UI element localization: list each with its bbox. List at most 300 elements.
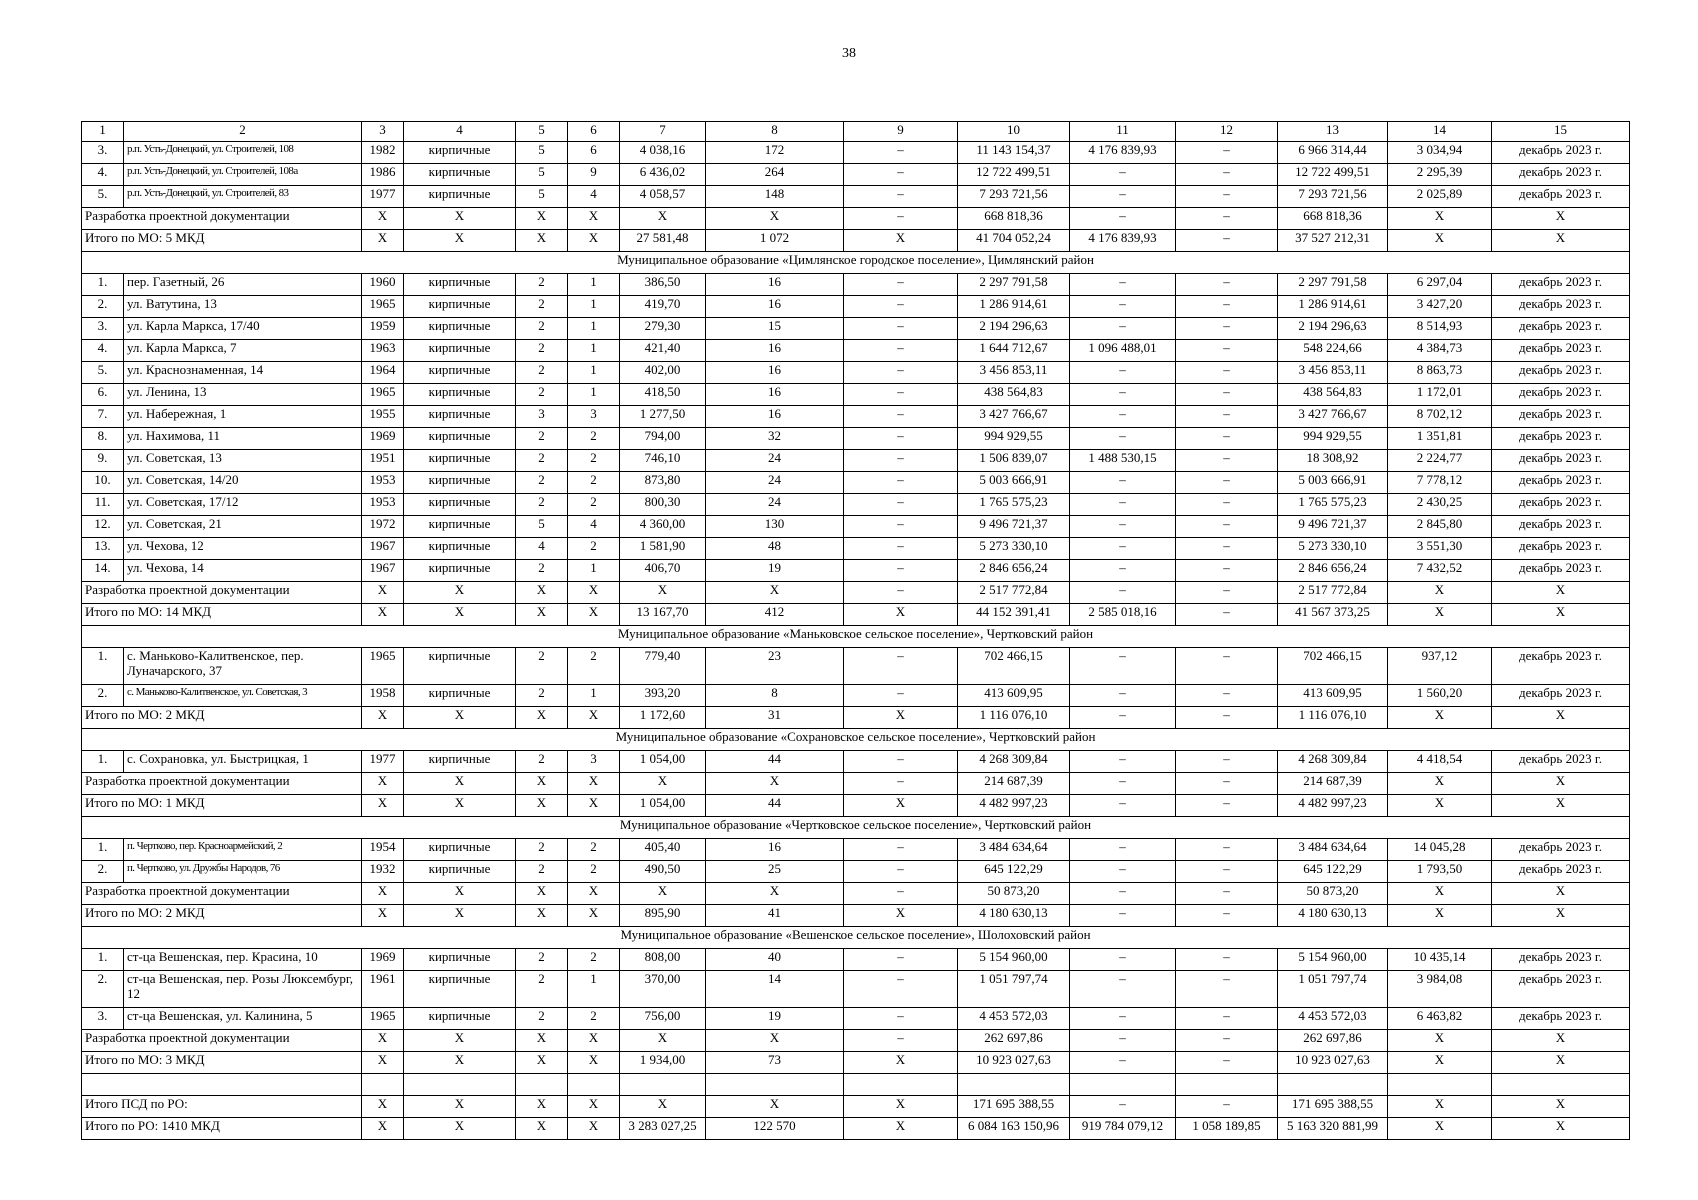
table-cell: 130 bbox=[706, 516, 844, 538]
table-cell: кирпичные bbox=[404, 839, 516, 861]
table-cell: X bbox=[404, 883, 516, 905]
table-cell: 14 045,28 bbox=[1388, 839, 1492, 861]
table-cell: X bbox=[404, 230, 516, 252]
address-cell: ул. Ватутина, 13 bbox=[124, 296, 362, 318]
table-cell: 2 bbox=[568, 949, 620, 971]
table-cell: 393,20 bbox=[620, 685, 706, 707]
table-row bbox=[82, 971, 1630, 1008]
table-cell: 3 bbox=[516, 406, 568, 428]
blank-cell bbox=[1176, 1074, 1278, 1096]
table-cell: декабрь 2023 г. bbox=[1492, 861, 1630, 883]
table-cell: – bbox=[844, 883, 958, 905]
table-cell: – bbox=[844, 861, 958, 883]
table-cell: 668 818,36 bbox=[958, 208, 1070, 230]
table-cell: декабрь 2023 г. bbox=[1492, 685, 1630, 707]
table-cell: 1982 bbox=[362, 142, 404, 164]
address-cell: с. Сохрановка, ул. Быстрицкая, 1 bbox=[124, 751, 362, 773]
table-cell: 2 295,39 bbox=[1388, 164, 1492, 186]
table-row bbox=[82, 406, 1630, 428]
table-cell: 919 784 079,12 bbox=[1070, 1118, 1176, 1140]
blank-cell bbox=[1070, 1074, 1176, 1096]
table-cell: – bbox=[1176, 428, 1278, 450]
table-cell: 3 bbox=[568, 406, 620, 428]
table-cell: 2. bbox=[82, 861, 124, 883]
table-cell: 1 bbox=[568, 296, 620, 318]
table-cell: 10 923 027,63 bbox=[958, 1052, 1070, 1074]
table-cell: 41 bbox=[706, 905, 844, 927]
table-cell: – bbox=[1070, 472, 1176, 494]
blank-cell bbox=[82, 1074, 362, 1096]
table-cell: 264 bbox=[706, 164, 844, 186]
table-cell: 262 697,86 bbox=[1278, 1030, 1388, 1052]
table-cell: 6 084 163 150,96 bbox=[958, 1118, 1070, 1140]
table-cell: декабрь 2023 г. bbox=[1492, 949, 1630, 971]
table-cell: 2 bbox=[516, 685, 568, 707]
table-cell: – bbox=[1176, 1096, 1278, 1118]
table-cell: 1 934,00 bbox=[620, 1052, 706, 1074]
table-cell: 1969 bbox=[362, 949, 404, 971]
table-cell: – bbox=[1070, 648, 1176, 685]
table-cell: 1986 bbox=[362, 164, 404, 186]
table-cell: 4 453 572,03 bbox=[1278, 1008, 1388, 1030]
column-number: 2 bbox=[124, 122, 362, 142]
table-cell: 50 873,20 bbox=[958, 883, 1070, 905]
section-row bbox=[82, 252, 1630, 274]
table-cell: декабрь 2023 г. bbox=[1492, 472, 1630, 494]
address-cell: п. Чертково, пер. Красноармейский, 2 bbox=[124, 839, 362, 861]
table-cell: 2 846 656,24 bbox=[1278, 560, 1388, 582]
table-cell: 8 702,12 bbox=[1388, 406, 1492, 428]
table-row bbox=[82, 648, 1630, 685]
table-cell: 2 025,89 bbox=[1388, 186, 1492, 208]
table-row bbox=[82, 318, 1630, 340]
table-cell: – bbox=[1070, 384, 1176, 406]
address-cell: ул. Карла Маркса, 7 bbox=[124, 340, 362, 362]
summary-row bbox=[82, 707, 1630, 729]
table-cell: – bbox=[1176, 516, 1278, 538]
summary-label: Итого по МО: 1 МКД bbox=[82, 795, 362, 817]
housing-repair-table bbox=[81, 121, 1630, 1140]
table-cell: X bbox=[404, 208, 516, 230]
table-cell: 2 bbox=[516, 971, 568, 1008]
table-cell: X bbox=[362, 883, 404, 905]
table-cell: 4 bbox=[516, 538, 568, 560]
table-cell: – bbox=[844, 142, 958, 164]
table-cell: X bbox=[516, 582, 568, 604]
table-cell: 2. bbox=[82, 685, 124, 707]
address-cell: ул. Краснознаменная, 14 bbox=[124, 362, 362, 384]
table-cell: X bbox=[1492, 582, 1630, 604]
table-cell: – bbox=[1070, 1008, 1176, 1030]
table-cell: X bbox=[568, 230, 620, 252]
table-cell: декабрь 2023 г. bbox=[1492, 1008, 1630, 1030]
table-cell: 13. bbox=[82, 538, 124, 560]
table-cell: 4 bbox=[568, 186, 620, 208]
address-cell: ул. Карла Маркса, 17/40 bbox=[124, 318, 362, 340]
table-cell: – bbox=[1070, 494, 1176, 516]
table-cell: 1 793,50 bbox=[1388, 861, 1492, 883]
table-cell: – bbox=[1176, 230, 1278, 252]
table-cell: 5 bbox=[516, 516, 568, 538]
table-cell: X bbox=[404, 1118, 516, 1140]
section-title: Муниципальное образование «Чертковское сельское поселение», Чертковский район bbox=[82, 817, 1630, 839]
table-cell: X bbox=[1492, 1096, 1630, 1118]
table-cell: 2 bbox=[516, 560, 568, 582]
table-cell: X bbox=[1388, 604, 1492, 626]
blank-cell bbox=[844, 1074, 958, 1096]
blank-cell bbox=[620, 1074, 706, 1096]
table-cell: 214 687,39 bbox=[958, 773, 1070, 795]
table-cell: 2 bbox=[516, 428, 568, 450]
table-cell: 4 418,54 bbox=[1388, 751, 1492, 773]
table-cell: – bbox=[1176, 751, 1278, 773]
table-cell: 2 bbox=[516, 1008, 568, 1030]
table-cell: декабрь 2023 г. bbox=[1492, 516, 1630, 538]
table-cell: 1 644 712,67 bbox=[958, 340, 1070, 362]
table-cell: 1 286 914,61 bbox=[958, 296, 1070, 318]
table-cell: 1 351,81 bbox=[1388, 428, 1492, 450]
table-cell: 1977 bbox=[362, 751, 404, 773]
table-cell: 2 194 296,63 bbox=[958, 318, 1070, 340]
table-cell: X bbox=[568, 1096, 620, 1118]
table-cell: 3 984,08 bbox=[1388, 971, 1492, 1008]
table-cell: 10 435,14 bbox=[1388, 949, 1492, 971]
table-cell: X bbox=[1388, 883, 1492, 905]
table-cell: 808,00 bbox=[620, 949, 706, 971]
table-cell: 1 277,50 bbox=[620, 406, 706, 428]
address-cell: ст-ца Вешенская, пер. Розы Люксембург, 12 bbox=[124, 971, 362, 1008]
table-cell: X bbox=[844, 1096, 958, 1118]
table-cell: 3 456 853,11 bbox=[1278, 362, 1388, 384]
section-row bbox=[82, 927, 1630, 949]
table-cell: 10 923 027,63 bbox=[1278, 1052, 1388, 1074]
table-cell: кирпичные bbox=[404, 450, 516, 472]
table-cell: X bbox=[516, 795, 568, 817]
table-cell: 3 283 027,25 bbox=[620, 1118, 706, 1140]
table-cell: 2 bbox=[568, 861, 620, 883]
table-cell: – bbox=[1176, 494, 1278, 516]
table-cell: – bbox=[1176, 1008, 1278, 1030]
table-cell: 438 564,83 bbox=[958, 384, 1070, 406]
table-cell: 12 722 499,51 bbox=[1278, 164, 1388, 186]
table-cell: 32 bbox=[706, 428, 844, 450]
summary-label: Итого по МО: 2 МКД bbox=[82, 707, 362, 729]
table-cell: декабрь 2023 г. bbox=[1492, 384, 1630, 406]
column-number: 7 bbox=[620, 122, 706, 142]
table-cell: – bbox=[1176, 648, 1278, 685]
blank-cell bbox=[1388, 1074, 1492, 1096]
table-cell: 1932 bbox=[362, 861, 404, 883]
table-cell: кирпичные bbox=[404, 648, 516, 685]
table-cell: 1965 bbox=[362, 648, 404, 685]
table-cell: 5. bbox=[82, 186, 124, 208]
table-cell: 1 116 076,10 bbox=[1278, 707, 1388, 729]
table-cell: – bbox=[1070, 296, 1176, 318]
table-cell: кирпичные bbox=[404, 318, 516, 340]
table-cell: 3. bbox=[82, 318, 124, 340]
table-cell: кирпичные bbox=[404, 949, 516, 971]
table-cell: 2. bbox=[82, 971, 124, 1008]
table-cell: 1. bbox=[82, 839, 124, 861]
table-cell: – bbox=[1070, 186, 1176, 208]
table-cell: X bbox=[706, 208, 844, 230]
table-cell: – bbox=[1176, 582, 1278, 604]
table-cell: 3 427 766,67 bbox=[958, 406, 1070, 428]
table-cell: 6 297,04 bbox=[1388, 274, 1492, 296]
table-cell: X bbox=[844, 1052, 958, 1074]
table-cell: X bbox=[844, 1118, 958, 1140]
table-cell: – bbox=[1176, 861, 1278, 883]
table-cell: 937,12 bbox=[1388, 648, 1492, 685]
table-cell: 702 466,15 bbox=[1278, 648, 1388, 685]
table-cell: X bbox=[362, 208, 404, 230]
table-cell: декабрь 2023 г. bbox=[1492, 186, 1630, 208]
table-cell: 2 bbox=[516, 648, 568, 685]
column-number: 3 bbox=[362, 122, 404, 142]
table-cell: X bbox=[516, 883, 568, 905]
blank-cell bbox=[706, 1074, 844, 1096]
table-cell: – bbox=[1176, 707, 1278, 729]
table-cell: X bbox=[620, 208, 706, 230]
summary-label: Итого ПСД по РО: bbox=[82, 1096, 362, 1118]
table-cell: 2 bbox=[516, 751, 568, 773]
address-cell: ул. Советская, 21 bbox=[124, 516, 362, 538]
table-cell: X bbox=[1388, 1052, 1492, 1074]
table-cell: 2 430,25 bbox=[1388, 494, 1492, 516]
table-cell: кирпичные bbox=[404, 538, 516, 560]
table-cell: 16 bbox=[706, 362, 844, 384]
address-cell: пер. Газетный, 26 bbox=[124, 274, 362, 296]
table-cell: 4 180 630,13 bbox=[958, 905, 1070, 927]
table-cell: – bbox=[1070, 707, 1176, 729]
table-cell: – bbox=[1070, 516, 1176, 538]
table-cell: – bbox=[1070, 685, 1176, 707]
table-cell: 6 bbox=[568, 142, 620, 164]
summary-label: Итого по МО: 2 МКД bbox=[82, 905, 362, 927]
table-cell: X bbox=[516, 905, 568, 927]
table-cell: 5 154 960,00 bbox=[1278, 949, 1388, 971]
table-cell: 3 427 766,67 bbox=[1278, 406, 1388, 428]
table-cell: – bbox=[1070, 751, 1176, 773]
table-cell: – bbox=[844, 186, 958, 208]
blank-row bbox=[82, 1074, 1630, 1096]
table-row bbox=[82, 861, 1630, 883]
table-row bbox=[82, 384, 1630, 406]
table-cell: 1955 bbox=[362, 406, 404, 428]
table-cell: – bbox=[1176, 318, 1278, 340]
table-cell: X bbox=[516, 707, 568, 729]
column-number: 13 bbox=[1278, 122, 1388, 142]
table-cell: – bbox=[844, 648, 958, 685]
table-cell: 19 bbox=[706, 560, 844, 582]
table-cell: 4 482 997,23 bbox=[1278, 795, 1388, 817]
table-cell: декабрь 2023 г. bbox=[1492, 971, 1630, 1008]
table-cell: 2 194 296,63 bbox=[1278, 318, 1388, 340]
table-cell: 11. bbox=[82, 494, 124, 516]
table-cell: 5. bbox=[82, 362, 124, 384]
address-cell: с. Маньково-Калитвенское, пер. Луначарского, 37 bbox=[124, 648, 362, 685]
table-cell: 2 bbox=[516, 318, 568, 340]
table-cell: 1954 bbox=[362, 839, 404, 861]
table-cell: 490,50 bbox=[620, 861, 706, 883]
table-cell: 756,00 bbox=[620, 1008, 706, 1030]
table-cell: 2 846 656,24 bbox=[958, 560, 1070, 582]
table-cell: 18 308,92 bbox=[1278, 450, 1388, 472]
table-cell: кирпичные bbox=[404, 1008, 516, 1030]
table-cell: X bbox=[404, 773, 516, 795]
section-title: Муниципальное образование «Сохрановское сельское поселение», Чертковский район bbox=[82, 729, 1630, 751]
table-cell: 2 bbox=[516, 472, 568, 494]
summary-label: Разработка проектной документации bbox=[82, 1030, 362, 1052]
table-cell: 1 172,60 bbox=[620, 707, 706, 729]
table-cell: 4 180 630,13 bbox=[1278, 905, 1388, 927]
table-cell: 1977 bbox=[362, 186, 404, 208]
table-cell: 27 581,48 bbox=[620, 230, 706, 252]
table-cell: X bbox=[1388, 230, 1492, 252]
table-cell: – bbox=[844, 450, 958, 472]
table-cell: 15 bbox=[706, 318, 844, 340]
table-cell: 9 bbox=[568, 164, 620, 186]
table-cell: X bbox=[1388, 795, 1492, 817]
table-row bbox=[82, 538, 1630, 560]
table-cell: – bbox=[1176, 1030, 1278, 1052]
table-cell: X bbox=[568, 582, 620, 604]
table-cell: – bbox=[1176, 1052, 1278, 1074]
table-cell: 2 bbox=[568, 648, 620, 685]
table-cell: X bbox=[568, 1052, 620, 1074]
table-cell: 5 bbox=[516, 164, 568, 186]
address-cell: ст-ца Вешенская, пер. Красина, 10 bbox=[124, 949, 362, 971]
address-cell: ул. Чехова, 12 bbox=[124, 538, 362, 560]
table-cell: кирпичные bbox=[404, 861, 516, 883]
table-cell: 8 863,73 bbox=[1388, 362, 1492, 384]
table-cell: кирпичные bbox=[404, 971, 516, 1008]
table-cell: X bbox=[620, 773, 706, 795]
table-cell: 3 456 853,11 bbox=[958, 362, 1070, 384]
summary-row bbox=[82, 1030, 1630, 1052]
table-cell: X bbox=[1492, 773, 1630, 795]
table-cell: декабрь 2023 г. bbox=[1492, 362, 1630, 384]
table-cell: – bbox=[844, 296, 958, 318]
table-cell: декабрь 2023 г. bbox=[1492, 142, 1630, 164]
table-cell: – bbox=[844, 362, 958, 384]
table-cell: – bbox=[1176, 274, 1278, 296]
blank-cell bbox=[1492, 1074, 1630, 1096]
table-cell: X bbox=[404, 1030, 516, 1052]
table-cell: 6 966 314,44 bbox=[1278, 142, 1388, 164]
table-cell: X bbox=[568, 883, 620, 905]
table-row bbox=[82, 839, 1630, 861]
table-cell: X bbox=[1492, 883, 1630, 905]
table-cell: 1 054,00 bbox=[620, 751, 706, 773]
table-cell: 2 bbox=[516, 949, 568, 971]
section-title: Муниципальное образование «Маньковское сельское поселение», Чертковский район bbox=[82, 626, 1630, 648]
table-cell: кирпичные bbox=[404, 560, 516, 582]
table-cell: X bbox=[568, 208, 620, 230]
table-cell: 4 453 572,03 bbox=[958, 1008, 1070, 1030]
table-cell: X bbox=[620, 883, 706, 905]
table-cell: декабрь 2023 г. bbox=[1492, 560, 1630, 582]
address-cell: ул. Советская, 13 bbox=[124, 450, 362, 472]
table-cell: 645 122,29 bbox=[958, 861, 1070, 883]
table-cell: 2 bbox=[516, 362, 568, 384]
table-cell: 44 bbox=[706, 795, 844, 817]
table-cell: – bbox=[1070, 428, 1176, 450]
summary-row bbox=[82, 1096, 1630, 1118]
table-cell: – bbox=[844, 751, 958, 773]
table-cell: 4 268 309,84 bbox=[958, 751, 1070, 773]
table-cell: декабрь 2023 г. bbox=[1492, 450, 1630, 472]
table-row bbox=[82, 472, 1630, 494]
table-cell: 2 517 772,84 bbox=[958, 582, 1070, 604]
table-cell: X bbox=[706, 883, 844, 905]
table-cell: 1965 bbox=[362, 1008, 404, 1030]
table-cell: 8. bbox=[82, 428, 124, 450]
table-cell: 1953 bbox=[362, 472, 404, 494]
table-cell: 12 722 499,51 bbox=[958, 164, 1070, 186]
table-cell: 1 bbox=[568, 685, 620, 707]
table-cell: 1967 bbox=[362, 560, 404, 582]
table-cell: 214 687,39 bbox=[1278, 773, 1388, 795]
table-cell: 7 293 721,56 bbox=[1278, 186, 1388, 208]
table-cell: 8 514,93 bbox=[1388, 318, 1492, 340]
table-cell: X bbox=[620, 1096, 706, 1118]
address-cell: с. Маньково-Калитвенское, ул. Советская, 3 bbox=[124, 685, 362, 707]
table-cell: 1 bbox=[568, 274, 620, 296]
table-cell: 171 695 388,55 bbox=[1278, 1096, 1388, 1118]
table-cell: 48 bbox=[706, 538, 844, 560]
table-cell: 8 bbox=[706, 685, 844, 707]
table-cell: – bbox=[844, 949, 958, 971]
table-cell: 7 293 721,56 bbox=[958, 186, 1070, 208]
table-cell: – bbox=[844, 406, 958, 428]
summary-row bbox=[82, 1052, 1630, 1074]
table-cell: 2 bbox=[568, 428, 620, 450]
summary-label: Итого по МО: 14 МКД bbox=[82, 604, 362, 626]
table-cell: 172 bbox=[706, 142, 844, 164]
table-cell: 4 058,57 bbox=[620, 186, 706, 208]
table-cell: X bbox=[362, 795, 404, 817]
table-cell: 50 873,20 bbox=[1278, 883, 1388, 905]
table-cell: декабрь 2023 г. bbox=[1492, 839, 1630, 861]
table-cell: 40 bbox=[706, 949, 844, 971]
table-cell: 1959 bbox=[362, 318, 404, 340]
table-cell: 14. bbox=[82, 560, 124, 582]
table-cell: 418,50 bbox=[620, 384, 706, 406]
table-cell: 12. bbox=[82, 516, 124, 538]
address-cell: р.п. Усть-Донецкий, ул. Строителей, 108а bbox=[124, 164, 362, 186]
table-cell: 421,40 bbox=[620, 340, 706, 362]
table-cell: 405,40 bbox=[620, 839, 706, 861]
address-cell: ул. Советская, 14/20 bbox=[124, 472, 362, 494]
table-cell: 779,40 bbox=[620, 648, 706, 685]
table-cell: 6. bbox=[82, 384, 124, 406]
table-cell: 1 051 797,74 bbox=[958, 971, 1070, 1008]
table-cell: X bbox=[706, 1030, 844, 1052]
table-cell: 16 bbox=[706, 406, 844, 428]
table-cell: 746,10 bbox=[620, 450, 706, 472]
column-number: 14 bbox=[1388, 122, 1492, 142]
table-cell: 122 570 bbox=[706, 1118, 844, 1140]
section-title: Муниципальное образование «Вешенское сельское поселение», Шолоховский район bbox=[82, 927, 1630, 949]
table-cell: 11 143 154,37 bbox=[958, 142, 1070, 164]
table-cell: 1965 bbox=[362, 384, 404, 406]
summary-row bbox=[82, 905, 1630, 927]
table-cell: 2 bbox=[516, 274, 568, 296]
table-cell: 1 488 530,15 bbox=[1070, 450, 1176, 472]
table-cell: 16 bbox=[706, 384, 844, 406]
table-cell: X bbox=[362, 230, 404, 252]
